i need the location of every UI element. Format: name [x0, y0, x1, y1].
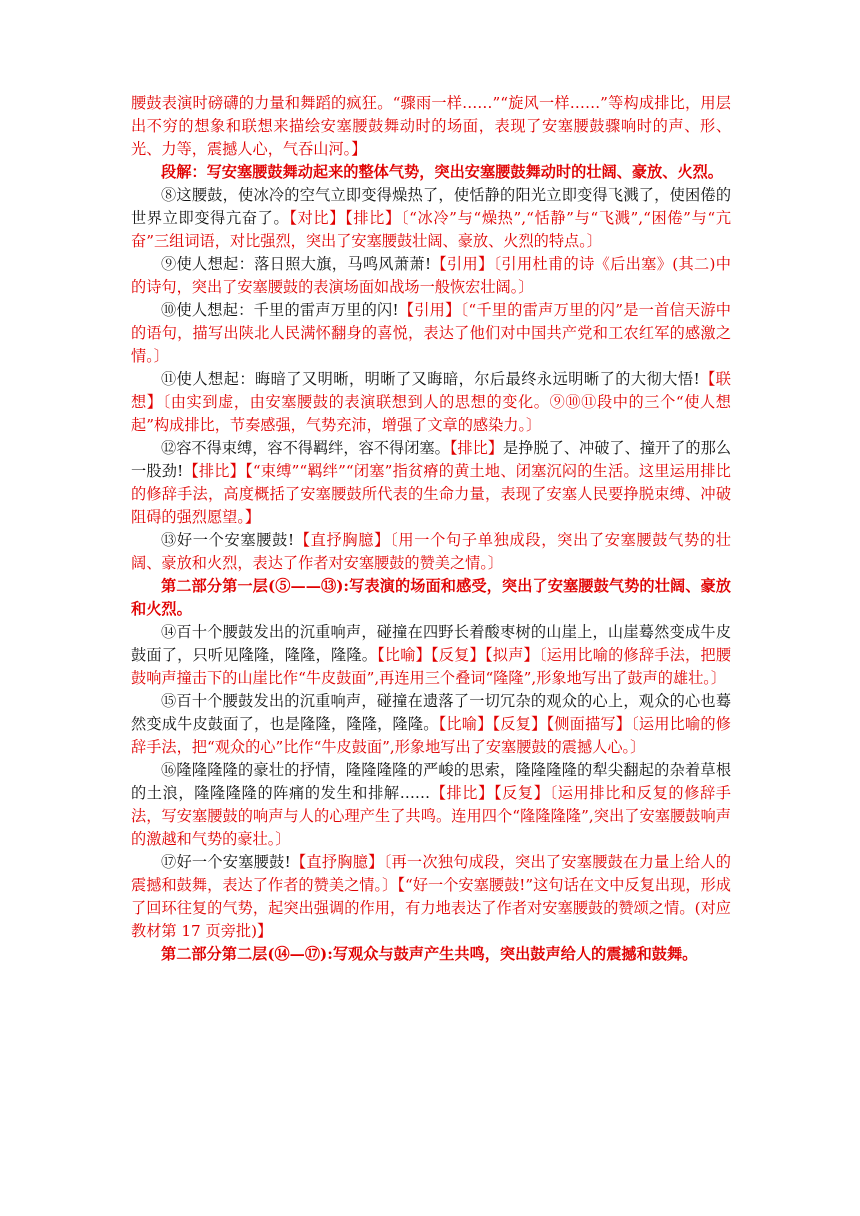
body-text: ⑨使人想起：落日照大旗，马鸣风萧萧! — [161, 255, 432, 273]
paragraph — [131, 851, 731, 943]
annotation-text: 【引用】〔“千里的雷声万里的闪”是一首信天游中的语句，描写出陕北人民满怀翻身的喜悦，表达了他们对中国共产党和工农红军的感激之情。〕 — [131, 301, 731, 365]
body-text: ⑫容不得束缚，容不得羁绊，容不得闭塞。 — [161, 439, 450, 457]
paragraph — [131, 529, 731, 575]
paragraph — [131, 690, 731, 759]
annotation-text: 【对比】【排比】〔“冰冷”与“燥热”,“恬静”与“飞溅”,“困倦”与“亢奋”三组词语，对比强烈，突出了安塞腰鼓壮阔、豪放、火烈的特点。〕 — [131, 209, 732, 250]
annotation-text: 【排比】【反复】〔运用排比和反复的修辞手法，写安塞腰鼓的响声与人的心理产生了共鸣。连用四个“隆隆隆隆”,突出了安塞腰鼓响声的激越和气势的豪壮。〕 — [131, 784, 731, 848]
paragraph — [131, 161, 731, 184]
paragraph — [131, 253, 731, 299]
summary-text: 第二部分第一层(⑤——⑬):写表演的场面和感受，突出了安塞腰鼓气势的壮阔、豪放和火烈。 — [131, 577, 731, 618]
annotation-text: 腰鼓表演时磅礴的力量和舞蹈的疯狂。“骤雨一样……”“旋风一样……”等构成排比，用层出不穷的想象和联想来描绘安塞腰鼓舞动时的场面，表现了安塞腰鼓骤响时的声、形、光、力等，震撼人心，气吞山河。】 — [131, 94, 731, 158]
body-text: ⑮百十个腰鼓发出的沉重响声，碰撞在遗落了一切冗杂的观众的心上，观众的心也蓦然变成牛皮鼓面了，也是隆隆，隆隆，隆隆。 — [131, 692, 731, 733]
paragraph — [131, 92, 731, 161]
paragraph — [131, 943, 731, 966]
paragraph — [131, 437, 731, 529]
paragraph — [131, 299, 731, 368]
annotation-text: 【直抒胸臆】〔再一次独句成段，突出了安塞腰鼓在力量上给人的震撼和鼓舞，表达了作者的赞美之情。〕【“好一个安塞腰鼓!”这句话在文中反复出现，形成了回环往复的气势，起突出强调的作用，有力地表达了作者对安塞腰鼓的赞颂之情。(对应教材第 17 页旁批)】 — [131, 853, 731, 940]
document-page — [131, 92, 731, 966]
annotation-text: 【比喻】【反复】【拟声】〔运用比喻的修辞手法，把腰鼓响声撞击下的山崖比作“牛皮鼓面”,再连用三个叠词“隆隆”,形象地写出了鼓声的雄壮。〕 — [131, 646, 732, 687]
body-text: 是挣脱了、冲破了、撞开了的那么一股劲! — [131, 439, 732, 480]
paragraph — [131, 759, 731, 851]
body-text: ⑯隆隆隆隆的豪壮的抒情，隆隆隆隆的严峻的思索，隆隆隆隆的犁尖翻起的杂着草根的土浪，隆隆隆隆的阵痛的发生和排解…… — [131, 761, 731, 802]
annotation-text: 【联想】〔由实到虚，由安塞腰鼓的表演联想到人的思想的变化。⑨⑩⑪段中的三个“使人想起”构成排比，节奏感强，气势充沛，增强了文章的感染力。〕 — [131, 370, 731, 434]
body-text: ⑩使人想起：千里的雷声万里的闪! — [161, 301, 399, 319]
summary-text: 段解：写安塞腰鼓舞动起来的整体气势，突出安塞腰鼓舞动时的壮阔、豪放、火烈。 — [161, 163, 723, 181]
paragraph — [131, 368, 731, 437]
body-text: ⑰好一个安塞腰鼓! — [161, 853, 291, 871]
annotation-text: 【排比】【“束缚”“羁绊”“闭塞”指贫瘠的黄土地、闭塞沉闷的生活。这里运用排比的修辞手法，高度概括了安塞腰鼓所代表的生命力量，表现了安塞人民要挣脱束缚、冲破阻碍的强烈愿望。】 — [131, 462, 731, 526]
paragraph — [131, 184, 731, 253]
paragraph — [131, 575, 731, 621]
paragraph — [131, 621, 731, 690]
body-text: ⑧这腰鼓，使冰冷的空气立即变得燥热了，使恬静的阳光立即变得飞溅了，使困倦的世界立即变得亢奋了。 — [131, 186, 731, 227]
annotation-text: 【直抒胸臆】〔用一个句子单独成段，突出了安塞腰鼓气势的壮阔、豪放和火烈，表达了作者对安塞腰鼓的赞美之情。〕 — [131, 531, 731, 572]
body-text: ⑪使人想起：晦暗了又明晰，明晰了又晦暗，尔后最终永远明晰了的大彻大悟! — [161, 370, 700, 388]
summary-text: 第二部分第二层(⑭—⑰):写观众与鼓声产生共鸣，突出鼓声给人的震撼和鼓舞。 — [161, 945, 698, 963]
annotation-text: 【排比】 — [449, 439, 504, 457]
body-text: ⑭百十个腰鼓发出的沉重响声，碰撞在四野长着酸枣树的山崖上，山崖蓦然变成牛皮鼓面了，只听见隆隆，隆隆，隆隆。 — [131, 623, 731, 664]
body-text: ⑬好一个安塞腰鼓! — [161, 531, 295, 549]
annotation-text: 【比喻】【反复】【侧面描写】〔运用比喻的修辞手法，把“观众的心”比作“牛皮鼓面”,形象地写出了安塞腰鼓的震撼人心。〕 — [131, 715, 731, 756]
annotation-text: 【引用】〔引用杜甫的诗《后出塞》(其二)中的诗句，突出了安塞腰鼓的表演场面如战场一般恢宏壮阔。〕 — [131, 255, 731, 296]
